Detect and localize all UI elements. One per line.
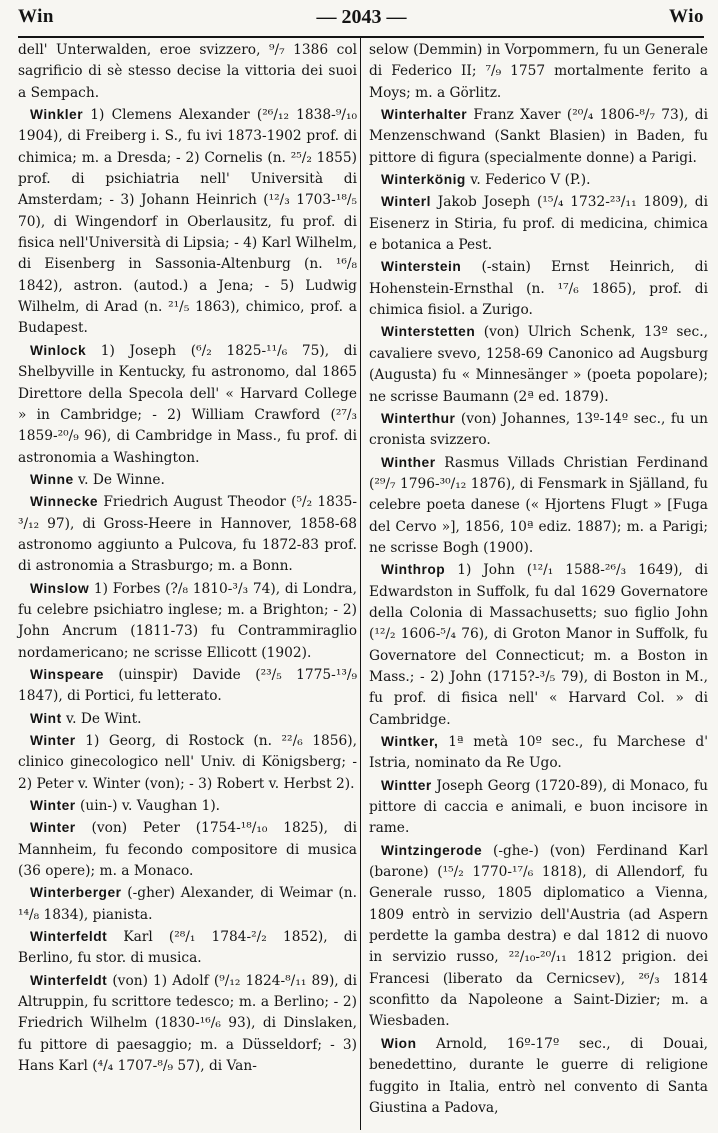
entry-headword: Wion — [381, 1035, 417, 1051]
entry-text: (von) Ulrich Schenk, 13º sec., cavaliere svevo, 1258-69 Canonico ad Augsburg (Augusta) fu « Minnesänger » (poeta popolare); ne scrisse Baumann (2ª ed. 1879). — [369, 324, 708, 405]
entry-headword: Winter — [30, 798, 76, 814]
entry-headword: Winspeare — [30, 666, 104, 682]
entry — [18, 469, 357, 491]
entry-headword: Winther — [381, 454, 436, 470]
entry-headword: Wint — [30, 710, 62, 726]
entry — [18, 340, 357, 469]
entry — [369, 191, 708, 256]
entry-headword: Winne — [30, 471, 74, 487]
entry-text: (von) Peter (1754-¹⁸/₁₀ 1825), di Mannheim, fu fecondo compositore di musica (36 opere); m. a Monaco. — [18, 820, 358, 880]
entry-text: 1) Forbes (?/₈ 1810-³/₃ 74), di Londra, fu celebre psichiatro inglese; m. a Brighton; - 2) John Ancrum (1811-73) fu Contrammiraglio nordamericano; ne scrisse Ellicott (1902). — [18, 580, 357, 661]
entry-text: (von) 1) Adolf (⁹/₁₂ 1824-⁸/₁₁ 89), di Altruppin, fu scrittore tedesco; m. a Berlino; - 2) Friedrich Wilhelm (1830-¹⁶/₆ 93), di Dinslaken, fu pittore di paesaggio; m. a Düsseldorf; - 3) Hans Karl (⁴/₄ 1707-⁸/₉ 57), di Van- — [18, 972, 357, 1075]
entry-headword: Winthrop — [381, 562, 446, 578]
entry-headword: Winslow — [30, 580, 90, 596]
entry-headword: Winter — [30, 820, 76, 836]
entry-text: Karl (²⁸/₁ 1784-²/₂ 1852), di Berlino, fu stor. di musica. — [18, 929, 357, 967]
header-left-guide-word: Win — [18, 6, 55, 27]
column-divider — [360, 38, 361, 1130]
entry — [369, 169, 708, 191]
entry — [369, 731, 708, 775]
entry — [18, 970, 357, 1078]
entry — [369, 559, 708, 731]
entry — [369, 840, 708, 1033]
entry — [18, 730, 357, 795]
entry — [18, 817, 357, 882]
entry-headword: Winkler — [30, 107, 84, 123]
entry — [369, 775, 708, 840]
entry — [369, 104, 708, 169]
entry-text: 1) Georg, di Rostock (n. ²²/₆ 1856), clinico ginecologico nell' Univ. di Königsberg; - 2) Peter v. Winter (von); - 3) Robert v. Herbst 2). — [18, 733, 357, 792]
entry — [18, 795, 357, 817]
entry-headword: Winterfeldt — [30, 929, 108, 945]
entry — [18, 39, 357, 104]
entry-headword: Winnecke — [30, 494, 99, 510]
header-rule — [18, 36, 704, 38]
entry-headword: Winterthur — [381, 410, 456, 426]
entry — [369, 39, 708, 104]
entry-text: Friedrich August Theodor (⁵/₂ 1835-³/₁₂ 97), di Gross-Heere in Hannover, 1858-68 astronomo aggiunto a Pulcova, fu 1872-83 prof. di astronomia a Strasburgo; m. a Bonn. — [18, 494, 357, 575]
entry — [18, 578, 357, 664]
entry — [18, 926, 357, 970]
entry-text: 1) Clemens Alexander (²⁶/₁₂ 1838-⁹/₁₀ 1904), di Freiberg i. S., fu ivi 1873-1902 prof. di chimica; m. a Dresda; - 2) Cornelis (n. ²⁵/₂ 1855) prof. di psichiatria nell' Università di Amsterdam; - 3) Johann Heinrich (¹²/₃ 1703-¹⁸/₅ 70), di Wingendorf in Oberlausitz, fu prof. di fisica nell'Università di Lipsia; - 4) Karl Wilhelm, di Eisenberg in Sassonia-Altenburg (n. ¹⁶/₈ 1842), astron. (autod.) a Jena; - 5) Ludwig Wilhelm, di Arad (n. ²¹/₅ 1863), chimico, prof. a Budapest. — [18, 107, 357, 337]
entry-text: dell' Unterwalden, eroe svizzero, ⁹/₇ 1386 col sagrificio di sè stesso decise la vittoria dei suoi a Sempach. — [18, 42, 357, 101]
entry-text: v. De Winne. — [78, 471, 165, 488]
entry — [18, 882, 357, 926]
entry-text: Arnold, 16º-17º sec., di Douai, benedettino, durante le guerre di religione fuggito in Italia, entrò nel convento di Santa Giustina a Padova, — [369, 1035, 709, 1116]
entry-text: Franz Xaver (²⁰/₄ 1806-⁸/₇ 73), di Menzenschwand (Sankt Blasien) in Baden, fu pittore di figura (specialmente donne) a Parigi. — [369, 107, 708, 166]
entry-text: v. De Wint. — [66, 710, 142, 727]
right-column — [369, 39, 708, 1119]
entry-text: selow (Demmin) in Vorpommern, fu un Generale di Federico II; ⁷/₉ 1757 mortalmente ferito a Moys; m. a Görlitz. — [369, 42, 708, 101]
entry-text: (uinspir) Davide (²³/₅ 1775-¹³/₉ 1847), di Portici, fu letterato. — [18, 666, 357, 705]
page-header — [18, 2, 704, 32]
entry — [369, 321, 708, 407]
entry-headword: Winterberger — [30, 885, 122, 901]
entry — [369, 256, 708, 321]
entry-headword: Winterstetten — [381, 324, 476, 340]
entry-headword: Winlock — [30, 342, 87, 358]
entry-text: (von) Johannes, 13º-14º sec., fu un cronista svizzero. — [369, 410, 708, 449]
entry-text: (-ghe-) (von) Ferdinand Karl (barone) (¹⁵/₂ 1770-¹⁷/₆ 1818), di Allendorf, fu Generale russo, 1805 diplomatico a Vienna, 1809 entrò in servizio dell'Austria (ad Aspern perdette la gamba destra) e dal 1812 di nuovo in servizio russo, ²²/₁₀-²⁰/₁₁ 1812 prigion. dei Francesi (liberato da Cernicsev), ²⁶/₃ 1814 sconfitto da Napoleone a Saint-Dizier; m. a Wiesbaden. — [369, 842, 708, 1030]
entry — [369, 1033, 708, 1119]
entry-headword: Wintzingerode — [381, 842, 483, 858]
entry — [18, 491, 357, 577]
entry-text: v. Federico V (P.). — [470, 172, 591, 189]
left-column — [18, 39, 357, 1078]
entry-headword: Winter — [30, 733, 76, 748]
entry-headword: Wintter — [381, 777, 432, 793]
entry — [18, 708, 357, 730]
entry-text: Rasmus Villads Christian Ferdinand (²⁹/₇ 1796-³⁰/₁₂ 1876), di Fensmark in Själland, fu celebre poeta danese (« Hjortens Flugt » [Fuga del Cervo »], 1856, 10ª ediz. 1887); m. a Parigi; ne scrisse Bogh (1900). — [369, 454, 708, 556]
entry-text: (-gher) Alexander, di Weimar (n. ¹⁴/₈ 1834), pianista. — [18, 885, 358, 923]
entry-text: Joseph Georg (1720-89), di Monaco, fu pittore di caccia e animali, e buon incisore in rame. — [369, 777, 708, 837]
page-number: — 2043 — — [316, 5, 407, 28]
entry-text: 1) Joseph (⁶/₂ 1825-¹¹/₆ 75), di Shelbyville in Kentucky, fu astronomo, dal 1865 Direttore della Specola dell' « Harvard College » in Cambridge; - 2) William Crawford (²⁷/₃ 1859-²⁰/₉ 96), di Cambridge in Mass., fu prof. di astronomia a Washington. — [18, 342, 357, 466]
entry-text: (-stain) Ernst Heinrich, di Hohenstein-Ernsthal (n. ¹⁷/₆ 1865), prof. di chimica fisiol. a Zurigo. — [369, 259, 708, 319]
entry — [18, 664, 357, 708]
entry-headword: Winterfeldt — [30, 972, 108, 988]
entry — [18, 104, 357, 340]
entry-text: 1ª metà 10º sec., fu Marchese d' Istria, nominato da Re Ugo. — [369, 734, 709, 772]
entry-headword: Wintker, — [381, 734, 439, 749]
entry-text: Jakob Joseph (¹⁵/₄ 1732-²³/₁₁ 1809), di Eisenerz in Stiria, fu prof. di medicina, chimica e botanica a Pest. — [369, 194, 708, 254]
entry-headword: Winterkönig — [381, 172, 466, 188]
entry-headword: Winterstein — [381, 259, 462, 275]
header-right-guide-word: Wio — [669, 6, 704, 27]
entry-headword: Winterl — [381, 194, 431, 210]
entry-text: (uin-) v. Vaughan 1). — [80, 798, 221, 815]
entry — [369, 408, 708, 452]
entry-text: 1) John (¹²/₁ 1588-²⁶/₃ 1649), di Edwardston in Suffolk, fu dal 1629 Governatore della Colonia di Massachusetts; suo figlio John (¹²/₂ 1606-⁵/₄ 76), di Groton Manor in Suffolk, fu Governatore del Connecticut; m. a Boston in Mass.; - 2) John (1715?-³/₅ 79), di Boston in M., fu prof. di fisica nell' « Harvard Col. » di Cambridge. — [369, 562, 708, 728]
entry — [369, 452, 708, 560]
entry-headword: Winterhalter — [381, 107, 468, 123]
